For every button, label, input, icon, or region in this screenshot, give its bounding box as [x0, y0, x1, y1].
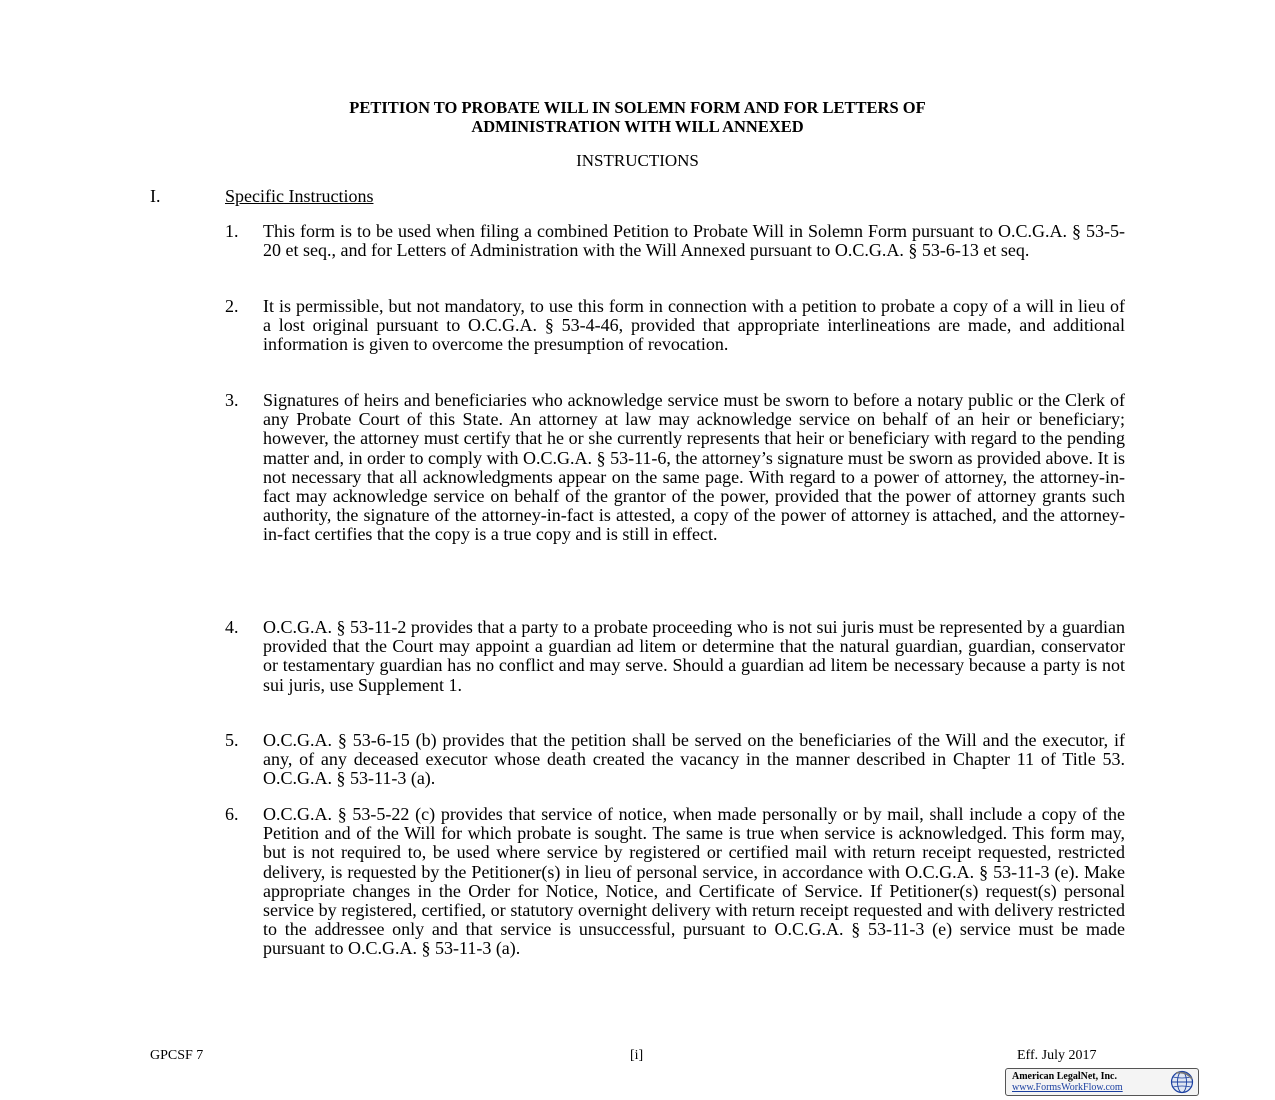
instruction-item-4 — [225, 618, 1125, 695]
instruction-item-2 — [225, 297, 1125, 355]
instructions-heading: INSTRUCTIONS — [576, 151, 699, 170]
document-title — [150, 98, 1125, 136]
footer-effective-date: Eff. July 2017 — [1017, 1048, 1097, 1063]
item-text: It is permissible, but not mandatory, to use this form in connection with a petition to probate a copy of a will in lieu of a lost original pursuant to O.C.G.A. § 53-4-46, provided that appropriate interlineations are made, and additional information is given to overcome the presumption of revocation. — [263, 296, 1125, 355]
publisher-logo[interactable] — [1005, 1068, 1199, 1096]
item-text: O.C.G.A. § 53-11-2 provides that a party to a probate proceeding who is not sui juris must be represented by a guardian provided that the Court may appoint a guardian ad litem or determine that the natural guardian, guardian, conservator or testamentary guardian has no conflict and may serve. Should a guardian ad litem be necessary because a party is not sui juris, use Supplement 1. — [263, 617, 1125, 695]
footer-form-code: GPCSF 7 — [150, 1048, 204, 1063]
footer-page-number: [i] — [630, 1048, 644, 1063]
item-text: O.C.G.A. § 53-6-15 (b) provides that the petition shall be served on the beneficiaries of the Will and the executor, if any, of any deceased executor whose death created the vacancy in the manner described in Chapter 11 of Title 53. O.C.G.A. § 53-11-3 (a). — [263, 730, 1125, 789]
section-title: Specific Instructions — [225, 186, 374, 206]
item-number: 5. — [225, 730, 239, 750]
item-number: 1. — [225, 221, 239, 241]
item-number: 4. — [225, 617, 239, 637]
logo-website-link[interactable]: www.FormsWorkFlow.com — [1012, 1082, 1123, 1093]
section-number: I. — [150, 186, 161, 206]
item-text: Signatures of heirs and beneficiaries who acknowledge service must be sworn to before a notary public or the Clerk of any Probate Court of this State. An attorney at law may acknowledge service on behalf of an heir or beneficiary; however, the attorney must certify that he or she currently represents that heir or beneficiary with regard to the pending matter and, in order to comply with O.C.G.A. § 53-11-6, the attorney’s signature must be sworn as provided above. It is not necessary that all acknowledgments appear on the same page. With regard to a power of attorney, the attorney-in-fact may acknowledge service on behalf of the grantor of the power, provided that the power of attorney grants such authority, the signature of the attorney-in-fact is attested, a copy of the power of attorney is attached, and the attorney-in-fact certifies that the copy is a true copy and is still in effect. — [263, 390, 1125, 545]
logo-company-name: American LegalNet, Inc. — [1012, 1071, 1117, 1082]
instruction-item-5 — [225, 731, 1125, 789]
globe-icon — [1170, 1070, 1194, 1094]
item-number: 3. — [225, 390, 239, 410]
item-number: 2. — [225, 296, 239, 316]
item-text: This form is to be used when filing a combined Petition to Probate Will in Solemn Form pursuant to O.C.G.A. § 53-5-20 et seq., and for Letters of Administration with the Will Annexed pursuant to O.C.G.A. § 53-6-13 et seq. — [263, 221, 1125, 261]
item-number: 6. — [225, 804, 239, 824]
instruction-item-3 — [225, 391, 1125, 545]
title-line-2: ADMINISTRATION WITH WILL ANNEXED — [471, 117, 804, 136]
item-text: O.C.G.A. § 53-5-22 (c) provides that service of notice, when made personally or by mail, shall include a copy of the Petition and of the Will for which probate is sought. The same is true when service is acknowledged. This form may, but is not required to, be used where service by registered or certified mail with return receipt requested, restricted delivery, is requested by the Petitioner(s) in lieu of personal service, in accordance with O.C.G.A. § 53-11-3 (e). Make appropriate changes in the Order for Notice, Notice, and Certificate of Service. If Petitioner(s) request(s) personal service by registered, certified, or statutory overnight delivery with return receipt requested and with delivery restricted to the addressee only and that service is unsuccessful, pursuant to O.C.G.A. § 53-11-3 (e) service must be made pursuant to O.C.G.A. § 53-11-3 (a). — [263, 804, 1125, 959]
instruction-item-1 — [225, 222, 1125, 260]
instruction-item-6 — [225, 805, 1125, 959]
title-line-1: PETITION TO PROBATE WILL IN SOLEMN FORM AND FOR LETTERS OF — [349, 98, 926, 117]
